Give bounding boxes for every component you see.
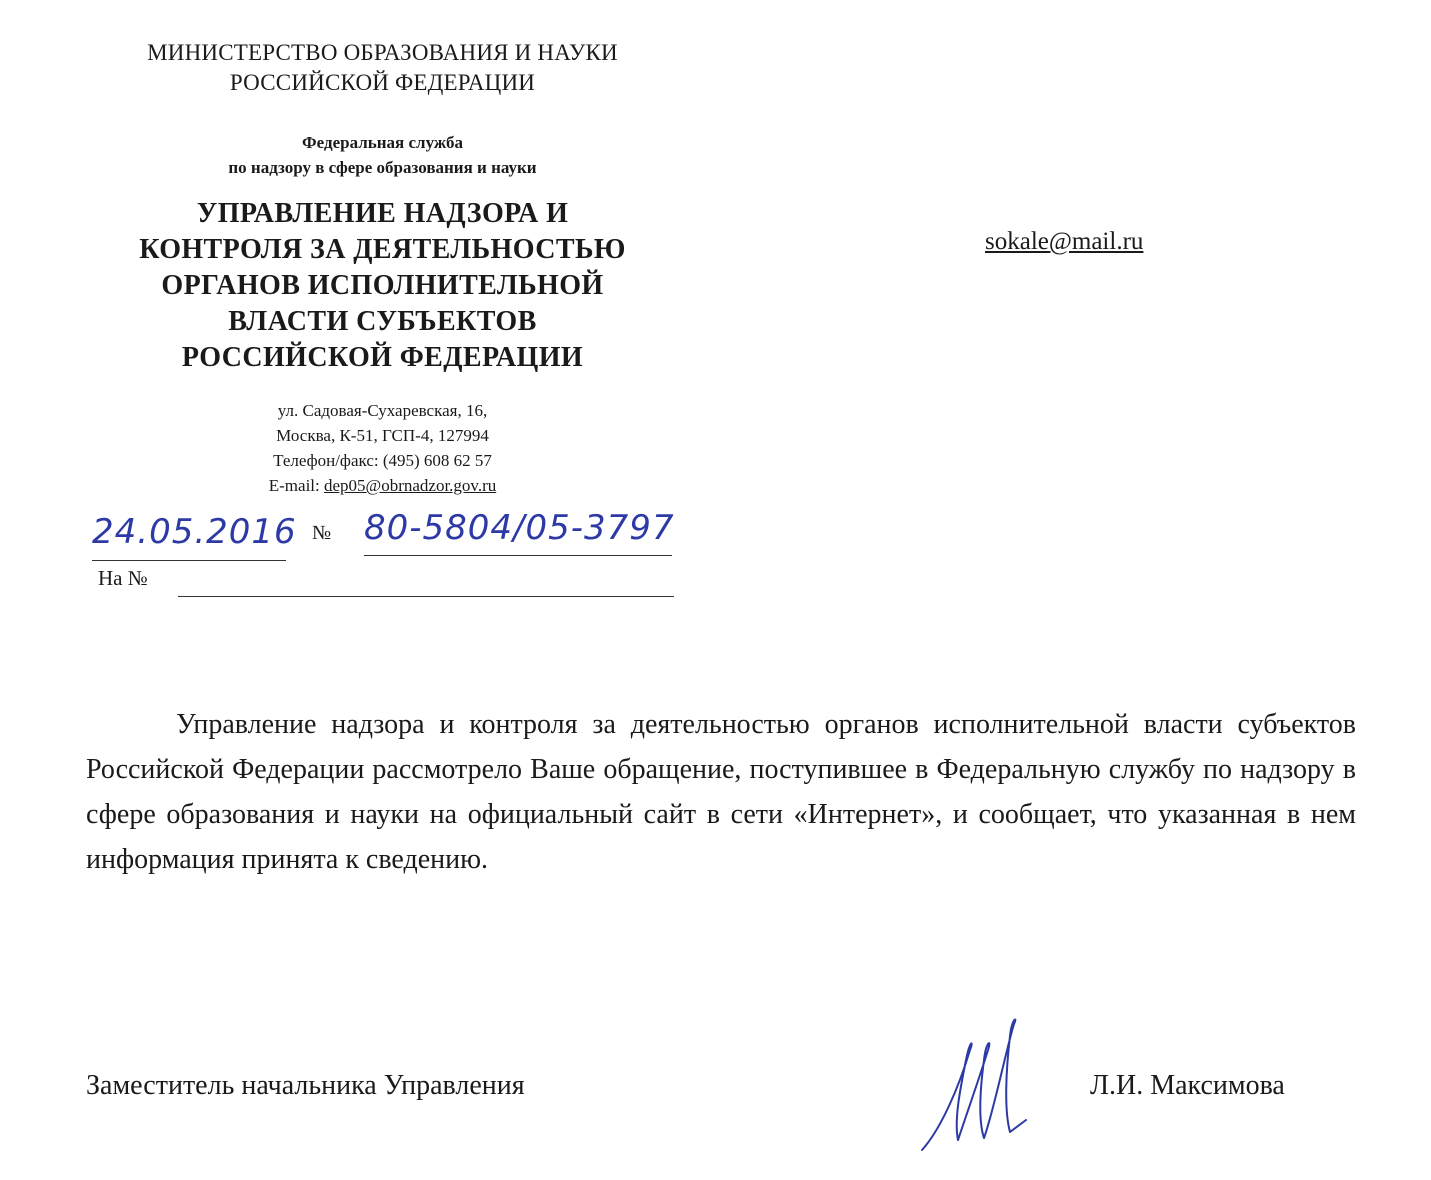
department-line: КОНТРОЛЯ ЗА ДЕЯТЕЛЬНОСТЬЮ xyxy=(139,234,626,265)
department-line: РОССИЙСКОЙ ФЕДЕРАЦИИ xyxy=(181,342,584,373)
address-city: Москва, К-51, ГСП-4, 127994 xyxy=(276,426,489,445)
registration-number: 80-5804/05-3797 xyxy=(364,508,675,548)
department-line: УПРАВЛЕНИЕ НАДЗОРА И xyxy=(196,198,569,229)
department-line: ОРГАНОВ ИСПОЛНИТЕЛЬНОЙ xyxy=(161,270,604,301)
number-underline xyxy=(364,555,672,556)
service-name xyxy=(120,130,645,180)
ministry-line: МИНИСТЕРСТВО ОБРАЗОВАНИЯ И НАУКИ xyxy=(147,40,618,65)
email-label: E-mail: xyxy=(268,476,324,495)
sender-address xyxy=(150,398,615,498)
department-name xyxy=(90,196,675,376)
registration-date: 24.05.2016 xyxy=(92,512,297,552)
number-sign: № xyxy=(312,522,332,544)
reply-to-label: На № xyxy=(98,566,148,590)
service-line: по надзору в сфере образования и науки xyxy=(228,158,537,177)
address-phone: Телефон/факс: (495) 608 62 57 xyxy=(273,451,492,470)
recipient-email-link[interactable]: sokale@mail.ru xyxy=(985,228,1144,255)
ministry-name xyxy=(100,38,665,98)
reply-to-underline xyxy=(178,596,674,597)
address-email-row xyxy=(150,473,615,498)
signer-name: Л.И. Максимова xyxy=(1090,1070,1285,1101)
handwritten-signature xyxy=(910,1010,1030,1160)
letter-body: Управление надзора и контроля за деятельностью органов исполнительной власти субъектов Российской Федерации рассмотрело Ваше обращение, поступившее в Федеральную службу по надзору в сфере образования и науки на официальный сайт в сети «Интернет», и сообщает, что указанная в нем информация принята к сведению. xyxy=(86,709,1356,875)
service-line: Федеральная служба xyxy=(302,133,463,152)
signer-position: Заместитель начальника Управления xyxy=(86,1070,525,1101)
date-underline xyxy=(92,560,286,561)
address-street: ул. Садовая-Сухаревская, 16, xyxy=(277,401,488,420)
department-line: ВЛАСТИ СУБЪЕКТОВ xyxy=(228,306,537,337)
ministry-line: РОССИЙСКОЙ ФЕДЕРАЦИИ xyxy=(229,70,536,95)
sender-email-link[interactable]: dep05@obrnadzor.gov.ru xyxy=(324,476,497,495)
